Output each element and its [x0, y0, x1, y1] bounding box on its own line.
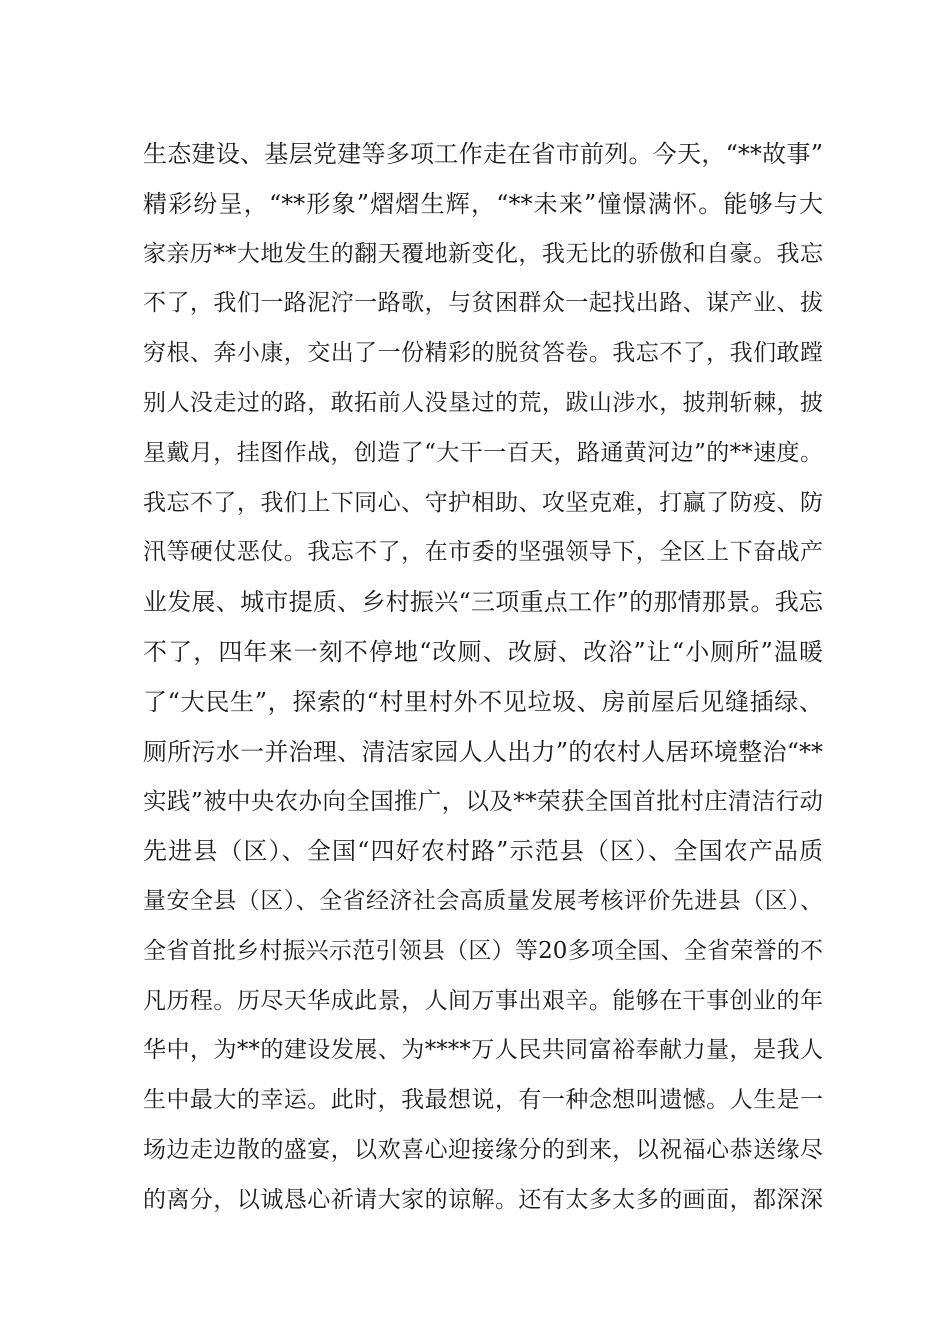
text-line: 的离分，以诚恳心祈请大家的谅解。还有太多太多的画面，都深深 [143, 1186, 823, 1213]
text-line: 精彩纷呈，“**形象”熠熠生辉，“**未来”憧憬满怀。能够与大 [143, 189, 823, 218]
text-line: 全省首批乡村振兴示范引领县（区）等20多项全国、全省荣誉的不 [143, 937, 823, 964]
body-text [143, 130, 823, 1226]
text-line: 我忘不了，我们上下同心、守护相助、攻坚克难，打赢了防疫、防 [143, 489, 823, 516]
text-line: 生中最大的幸运。此时，我最想说，有一种念想叫遗憾。人生是一 [143, 1087, 823, 1114]
text-line: 穷根、奔小康，交出了一份精彩的脱贫答卷。我忘不了，我们敢蹚 [143, 340, 823, 367]
text-line: 业发展、城市提质、乡村振兴“三项重点工作”的那情那景。我忘 [143, 588, 823, 617]
text-line: 先进县（区）、全国“四好农村路”示范县（区）、全国农产品质 [143, 837, 823, 866]
text-line: 汛等硬仗恶仗。我忘不了，在市委的坚强领导下，全区上下奋战产 [143, 539, 823, 566]
text-line: 场边走边散的盛宴，以欢喜心迎接缘分的到来，以祝福心恭送缘尽 [143, 1136, 823, 1163]
text-line: 星戴月，挂图作战，创造了“大干一百天，路通黄河边”的**速度。 [143, 439, 823, 466]
text-line: 凡历程。历尽天华成此景，人间万事出艰辛。能够在干事创业的年 [143, 987, 823, 1014]
text-line: 实践”被中央农办向全国推广，以及**荣获全国首批村庄清洁行动 [143, 787, 823, 816]
text-line: 家亲历**大地发生的翻天覆地新变化，我无比的骄傲和自豪。我忘 [143, 240, 823, 267]
text-line: 量安全县（区）、全省经济社会高质量发展考核评价先进县（区）、 [143, 887, 823, 914]
text-line: 了“大民生”，探索的“村里村外不见垃圾、房前屋后见缝插绿、 [143, 687, 823, 716]
text-line: 华中，为**的建设发展、为****万人民共同富裕奉献力量，是我人 [143, 1037, 823, 1064]
text-line: 别人没走过的路，敢拓前人没垦过的荒，跋山涉水，披荆斩棘，披 [143, 389, 823, 416]
text-line: 生态建设、基层党建等多项工作走在省市前列。今天，“**故事” [143, 140, 823, 168]
text-line: 不了，我们一路泥泞一路歌，与贫困群众一起找出路、谋产业、拔 [143, 290, 823, 317]
text-line: 厕所污水一并治理、清洁家园人人出力”的农村人居环境整治“** [143, 737, 823, 766]
text-line: 不了，四年来一刻不停地“改厕、改厨、改浴”让“小厕所”温暖 [143, 637, 823, 666]
